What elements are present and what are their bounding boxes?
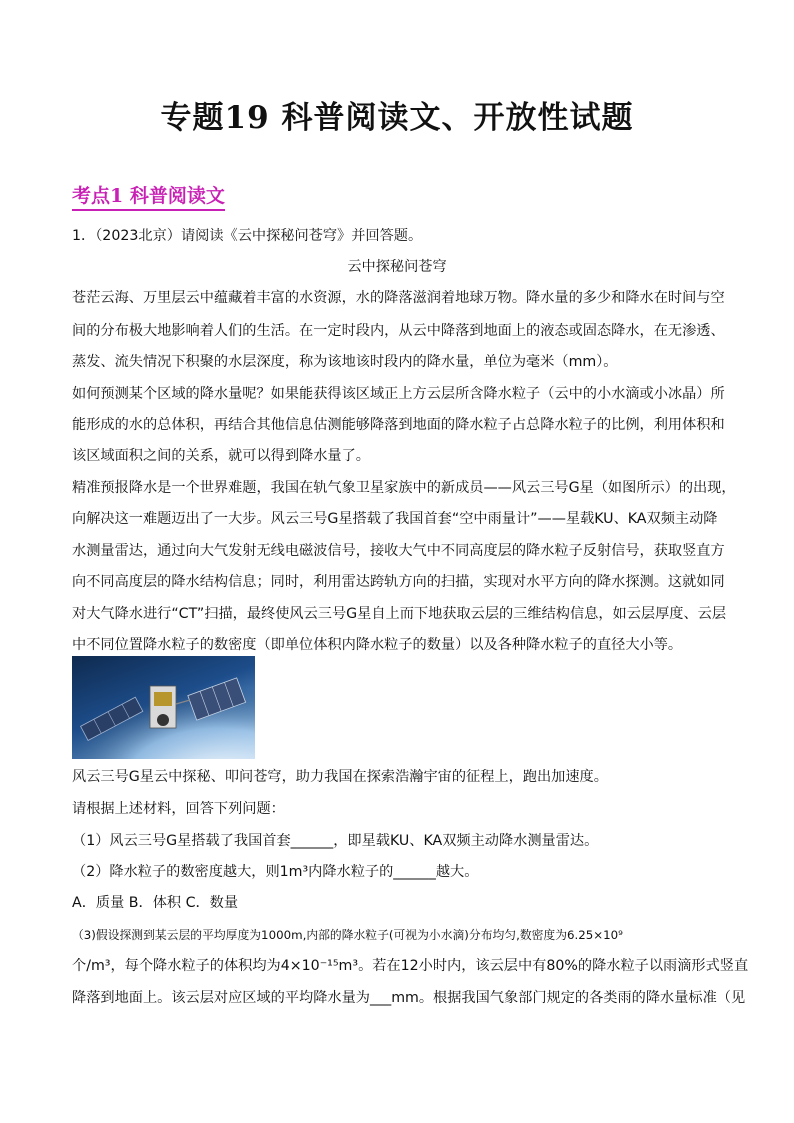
question-2: （2）降水粒子的数密度越大，则1m³内降水粒子的______越大。 [72, 864, 479, 880]
section-heading: 考点1 科普阅读文 [72, 183, 225, 211]
paragraph-line: 苍茫云海、万里层云中蕴藏着丰富的水资源，水的降落滋润着地球万物。降水量的多少和降水在时间与空 [72, 290, 725, 306]
paragraph-line: 风云三号G星云中探秘、叩问苍穹，助力我国在探索浩瀚宇宙的征程上，跑出加速度。 [72, 769, 608, 785]
paragraph-line: 能形成的水的总体积，再结合其他信息估测能够降落到地面的降水粒子占总降水粒子的比例，利用体积和 [72, 417, 725, 433]
paragraph-line: 中不同位置降水粒子的数密度（即单位体积内降水粒子的数量）以及各种降水粒子的直径大小等。 [72, 637, 683, 653]
question-3-line: 降落到地面上。该云层对应区域的平均降水量为___mm。根据我国气象部门规定的各类雨的降水量标准（见 [72, 990, 746, 1006]
instruction-line: 请根据上述材料，回答下列问题： [72, 801, 285, 817]
paragraph-line: 蒸发、流失情况下积聚的水层深度，称为该地该时段内的降水量，单位为毫米（mm）。 [72, 354, 618, 370]
question-3: （3)假设探测到某云层的平均厚度为1000m,内部的降水粒子(可视为小水滴)分布均匀,数密度为6.25×10⁹ [72, 928, 623, 942]
paragraph-line: 水测量雷达，通过向大气发射无线电磁波信号，接收大气中不同高度层的降水粒子反射信号，获取竖直方 [72, 543, 725, 559]
question-1: （1）风云三号G星搭载了我国首套______，即星载KU、KA双频主动降水测量雷达。 [72, 833, 599, 849]
paragraph-line: 向解决这一难题迈出了一大步。风云三号G星搭载了我国首套“空中雨量计”——星载KU、KA双频主动降 [72, 511, 718, 527]
page-title: 专题19 科普阅读文、开放性试题 [160, 100, 634, 136]
satellite-image [72, 656, 255, 759]
paragraph-line: 该区域面积之间的关系，就可以得到降水量了。 [72, 448, 370, 464]
question-2-options: A．质量 B．体积 C．数量 [72, 895, 239, 911]
question-3-line: 个/m³，每个降水粒子的体积均为4×10⁻¹⁵m³。若在12小时内，该云层中有80%的降水粒子以雨滴形式竖直 [72, 958, 749, 974]
paragraph-line: 精准预报降水是一个世界难题，我国在轨气象卫星家族中的新成员——风云三号G星（如图所示）的出现， [72, 480, 736, 496]
article-title: 云中探秘问苍穹 [347, 259, 447, 275]
question-intro: 1．（2023北京）请阅读《云中探秘问苍穹》并回答题。 [72, 228, 423, 244]
paragraph-line: 如何预测某个区域的降水量呢？如果能获得该区域正上方云层所含降水粒子（云中的小水滴或小冰晶）所 [72, 386, 725, 402]
paragraph-line: 向不同高度层的降水结构信息；同时，利用雷达跨轨方向的扫描，实现对水平方向的降水探测。这就如同 [72, 574, 725, 590]
paragraph-line: 对大气降水进行“CT”扫描，最终使风云三号G星自上而下地获取云层的三维结构信息，如云层厚度、云层 [72, 606, 727, 622]
paragraph-line: 间的分布极大地影响着人们的生活。在一定时段内，从云中降落到地面上的液态或固态降水，在无渗透、 [72, 323, 725, 339]
